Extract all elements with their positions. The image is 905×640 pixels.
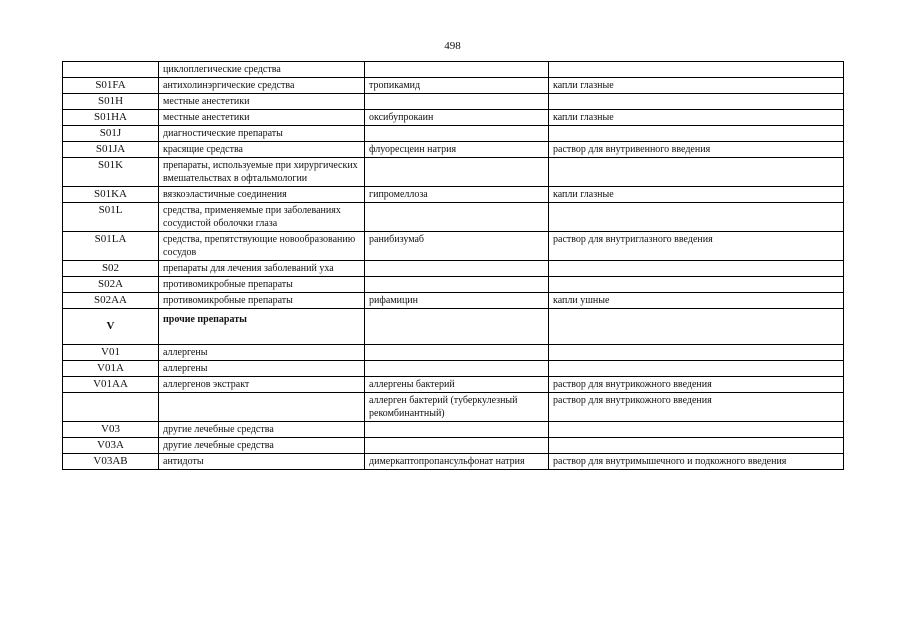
dosage-form-cell (549, 261, 844, 277)
group-name-cell: другие лечебные средства (159, 422, 365, 438)
atc-code-cell: S01K (63, 158, 159, 187)
atc-code-cell: V01AA (63, 377, 159, 393)
drug-name-cell (365, 438, 549, 454)
drug-name-cell: оксибупрокаин (365, 110, 549, 126)
table-row (63, 203, 844, 232)
atc-code-cell: V01 (63, 345, 159, 361)
table-row (63, 110, 844, 126)
table-row (63, 78, 844, 94)
table-row (63, 232, 844, 261)
table-row (63, 158, 844, 187)
dosage-form-cell: капли глазные (549, 110, 844, 126)
dosage-form-cell (549, 62, 844, 78)
drug-name-cell (365, 158, 549, 187)
drug-name-cell (365, 422, 549, 438)
dosage-form-cell: раствор для внутривенного введения (549, 142, 844, 158)
dosage-form-cell (549, 94, 844, 110)
drug-table (62, 61, 844, 470)
drug-name-cell: рифамицин (365, 293, 549, 309)
table-row (63, 261, 844, 277)
group-name-cell: другие лечебные средства (159, 438, 365, 454)
atc-code-cell: V03AB (63, 454, 159, 470)
drug-name-cell: тропикамид (365, 78, 549, 94)
table-row (63, 438, 844, 454)
group-name-cell: препараты для лечения заболеваний уха (159, 261, 365, 277)
atc-code-cell: S02AA (63, 293, 159, 309)
drug-name-cell: аллергены бактерий (365, 377, 549, 393)
drug-name-cell (365, 203, 549, 232)
drug-name-cell (365, 361, 549, 377)
table-row (63, 277, 844, 293)
atc-code-cell: S01H (63, 94, 159, 110)
dosage-form-cell: капли глазные (549, 78, 844, 94)
table-row (63, 293, 844, 309)
group-name-cell: циклоплегические средства (159, 62, 365, 78)
group-name-cell: прочие препараты (159, 309, 365, 345)
group-name-cell: средства, применяемые при заболеваниях сосудистой оболочки глаза (159, 203, 365, 232)
table-row (63, 126, 844, 142)
group-name-cell: противомикробные препараты (159, 293, 365, 309)
table-row (63, 454, 844, 470)
drug-name-cell: димеркаптопропансульфонат натрия (365, 454, 549, 470)
group-name-cell: антидоты (159, 454, 365, 470)
group-name-cell: местные анестетики (159, 110, 365, 126)
atc-code-cell: V (63, 309, 159, 345)
atc-code-cell: S01L (63, 203, 159, 232)
atc-code-cell: S01J (63, 126, 159, 142)
dosage-form-cell: раствор для внутрикожного введения (549, 393, 844, 422)
drug-name-cell (365, 261, 549, 277)
section-row (63, 309, 844, 345)
dosage-form-cell (549, 277, 844, 293)
table-row (63, 345, 844, 361)
atc-code-cell: S01LA (63, 232, 159, 261)
table-row (63, 94, 844, 110)
group-name-cell (159, 393, 365, 422)
dosage-form-cell: раствор для внутримышечного и подкожного введения (549, 454, 844, 470)
group-name-cell: аллергены (159, 345, 365, 361)
table-row (63, 361, 844, 377)
drug-name-cell (365, 345, 549, 361)
drug-name-cell (365, 94, 549, 110)
dosage-form-cell: раствор для внутрикожного введения (549, 377, 844, 393)
atc-code-cell (63, 62, 159, 78)
dosage-form-cell (549, 158, 844, 187)
drug-name-cell (365, 277, 549, 293)
drug-name-cell: аллерген бактерий (туберкулезный рекомбинантный) (365, 393, 549, 422)
drug-name-cell: гипромеллоза (365, 187, 549, 203)
table-row (63, 422, 844, 438)
group-name-cell: аллергены (159, 361, 365, 377)
group-name-cell: местные анестетики (159, 94, 365, 110)
group-name-cell: диагностические препараты (159, 126, 365, 142)
dosage-form-cell (549, 126, 844, 142)
atc-code-cell: V03 (63, 422, 159, 438)
drug-name-cell (365, 126, 549, 142)
dosage-form-cell: раствор для внутриглазного введения (549, 232, 844, 261)
group-name-cell: препараты, используемые при хирургических вмешательствах в офтальмологии (159, 158, 365, 187)
dosage-form-cell: капли глазные (549, 187, 844, 203)
drug-name-cell: ранибизумаб (365, 232, 549, 261)
atc-code-cell: V03A (63, 438, 159, 454)
atc-code-cell: V01A (63, 361, 159, 377)
drug-name-cell: флуоресцеин натрия (365, 142, 549, 158)
dosage-form-cell (549, 422, 844, 438)
group-name-cell: вязкоэластичные соединения (159, 187, 365, 203)
atc-code-cell (63, 393, 159, 422)
table-row (63, 393, 844, 422)
group-name-cell: средства, препятствующие новообразованию сосудов (159, 232, 365, 261)
group-name-cell: аллергенов экстракт (159, 377, 365, 393)
group-name-cell: антихолинэргические средства (159, 78, 365, 94)
dosage-form-cell (549, 309, 844, 345)
drug-name-cell (365, 309, 549, 345)
dosage-form-cell: капли ушные (549, 293, 844, 309)
group-name-cell: красящие средства (159, 142, 365, 158)
dosage-form-cell (549, 438, 844, 454)
drug-name-cell (365, 62, 549, 78)
atc-code-cell: S02A (63, 277, 159, 293)
atc-code-cell: S01KA (63, 187, 159, 203)
dosage-form-cell (549, 345, 844, 361)
table-row (63, 377, 844, 393)
table-row (63, 142, 844, 158)
atc-code-cell: S01HA (63, 110, 159, 126)
atc-code-cell: S02 (63, 261, 159, 277)
table-row (63, 187, 844, 203)
dosage-form-cell (549, 203, 844, 232)
dosage-form-cell (549, 361, 844, 377)
table-row (63, 62, 844, 78)
group-name-cell: противомикробные препараты (159, 277, 365, 293)
atc-code-cell: S01JA (63, 142, 159, 158)
page-number: 498 (444, 40, 461, 52)
atc-code-cell: S01FA (63, 78, 159, 94)
